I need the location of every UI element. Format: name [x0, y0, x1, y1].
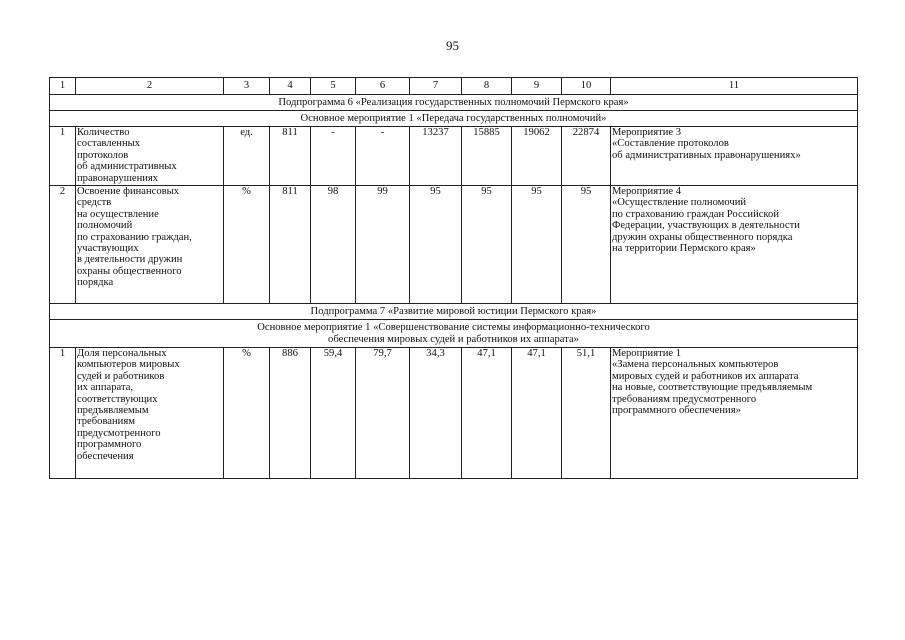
- header-cell: 6: [356, 78, 410, 95]
- value-cell: 19062: [512, 127, 562, 186]
- header-cell: 8: [462, 78, 512, 95]
- main-activity-row: [50, 320, 858, 348]
- value-cell: 99: [356, 186, 410, 304]
- value-cell: 59,4: [311, 348, 356, 479]
- value-cell: 811: [270, 127, 311, 186]
- unit-cell: %: [224, 348, 270, 479]
- value-cell: 15885: [462, 127, 512, 186]
- header-cell: 11: [611, 78, 858, 95]
- value-cell: 47,1: [462, 348, 512, 479]
- value-cell: 13237: [410, 127, 462, 186]
- value-cell: 98: [311, 186, 356, 304]
- value-cell: 79,7: [356, 348, 410, 479]
- value-cell: 47,1: [512, 348, 562, 479]
- indicator-name: Количество составленных протоколов об административных правонарушениях: [76, 127, 224, 186]
- indicator-name: Доля персональных компьютеров мировых судей и работников их аппарата, соответствующих предъявляемым требованиям предусмотренного программного обеспечения: [76, 348, 224, 479]
- value-cell: 95: [410, 186, 462, 304]
- measure-cell: Мероприятие 4 «Осуществление полномочий по страхованию граждан Российской Федерации, участвующих в деятельности дружин охраны общественного порядка на территории Пермского края»: [611, 186, 858, 304]
- table-row: [50, 348, 858, 479]
- subprogram-6-title: Подпрограмма 6 «Реализация государственных полномочий Пермского края»: [50, 95, 858, 111]
- main-activity-title: Основное мероприятие 1 «Совершенствование системы информационно-технического обеспечения мировых судей и работников их аппарата»: [50, 320, 858, 348]
- indicators-table: [49, 77, 858, 479]
- value-cell: 95: [562, 186, 611, 304]
- header-cell: 2: [76, 78, 224, 95]
- subprogram-row: [50, 95, 858, 111]
- unit-cell: ед.: [224, 127, 270, 186]
- header-cell: 9: [512, 78, 562, 95]
- row-number: 1: [50, 127, 76, 186]
- value-cell: 95: [512, 186, 562, 304]
- value-cell: 22874: [562, 127, 611, 186]
- main-activity-row: [50, 111, 858, 127]
- table-row: [50, 186, 858, 304]
- value-cell: 95: [462, 186, 512, 304]
- page-number: 95: [446, 38, 459, 53]
- measure-cell: Мероприятие 3 «Составление протоколов об административных правонарушениях»: [611, 127, 858, 186]
- header-cell: 1: [50, 78, 76, 95]
- measure-cell: Мероприятие 1 «Замена персональных компьютеров мировых судей и работников их аппарата на новые, соответствующие предъявляемым требованиям предусмотренного программного обеспечения»: [611, 348, 858, 479]
- value-cell: -: [311, 127, 356, 186]
- value-cell: 811: [270, 186, 311, 304]
- header-cell: 5: [311, 78, 356, 95]
- value-cell: 34,3: [410, 348, 462, 479]
- value-cell: 886: [270, 348, 311, 479]
- row-number: 2: [50, 186, 76, 304]
- header-cell: 4: [270, 78, 311, 95]
- header-cell: 7: [410, 78, 462, 95]
- indicator-name: Освоение финансовых средств на осуществление полномочий по страхованию граждан, участвующих в деятельности дружин охраны общественного порядка: [76, 186, 224, 304]
- unit-cell: %: [224, 186, 270, 304]
- header-cell: 10: [562, 78, 611, 95]
- subprogram-row: [50, 304, 858, 320]
- row-number: 1: [50, 348, 76, 479]
- value-cell: 51,1: [562, 348, 611, 479]
- column-number-row: [50, 78, 858, 95]
- value-cell: -: [356, 127, 410, 186]
- main-activity-title: Основное мероприятие 1 «Передача государственных полномочий»: [50, 111, 858, 127]
- subprogram-7-title: Подпрограмма 7 «Развитие мировой юстиции Пермского края»: [50, 304, 858, 320]
- header-cell: 3: [224, 78, 270, 95]
- table-row: [50, 127, 858, 186]
